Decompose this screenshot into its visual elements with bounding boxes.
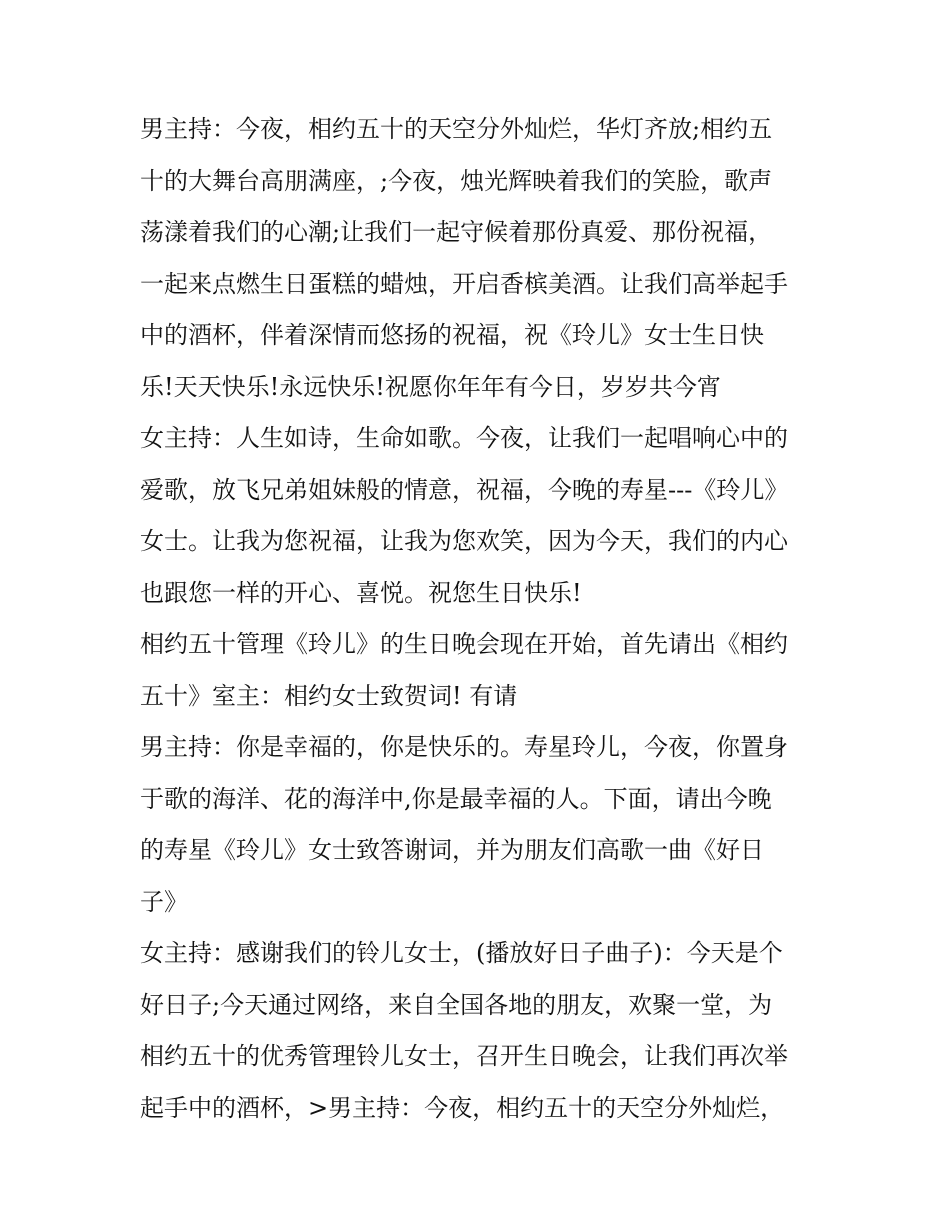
text-line: 一起来点燃生日蛋糕的蜡烛，开启香槟美酒。让我们高举起手 bbox=[140, 269, 788, 298]
text-line: 也跟您一样的开心、喜悦。祝您生日快乐! bbox=[140, 578, 582, 607]
text-line: 爱歌，放飞兄弟姐妹般的情意，祝福，今晚的寿星---《玲儿》 bbox=[140, 475, 789, 504]
text-line: 中的酒杯，伴着深情而悠扬的祝福，祝《玲儿》女士生日快 bbox=[140, 321, 764, 349]
text-line: 相约五十的优秀管理铃儿女士，召开生日晚会，让我们再次举 bbox=[140, 1042, 788, 1070]
text-line: 相约五十管理《玲儿》的生日晚会现在开始，首先请出《相约 bbox=[140, 630, 788, 658]
text-line: 的寿星《玲儿》女士致答谢词，并为朋友们高歌一曲《好日 bbox=[140, 836, 764, 864]
body-text bbox=[140, 104, 820, 1134]
text-line: 于歌的海洋、花的海洋中,你是最幸福的人。下面，请出今晚 bbox=[140, 784, 772, 813]
text-line: 女主持：感谢我们的铃儿女士，(播放好日子曲子)：今天是个 bbox=[140, 939, 783, 967]
text-line: 起手中的酒杯，>男主持：今夜，相约五十的天空分外灿烂， bbox=[140, 1093, 785, 1122]
text-line: 男主持：今夜，相约五十的天空分外灿烂，华灯齐放;相约五 bbox=[140, 115, 773, 143]
text-line: 乐!天天快乐!永远快乐!祝愿你年年有今日，岁岁共今宵 bbox=[140, 372, 721, 401]
text-line: 十的大舞台高朋满座，;今夜，烛光辉映着我们的笑脸，歌声 bbox=[140, 166, 773, 195]
text-line: 五十》室主：相约女士致贺词! 有请 bbox=[140, 681, 518, 710]
text-line: 荡漾着我们的心潮;让我们一起守候着那份真爱、那份祝福， bbox=[140, 218, 773, 246]
text-line: 女士。让我为您祝福，让我为您欢笑，因为今天，我们的内心 bbox=[140, 527, 788, 555]
text-line: 男主持：你是幸福的，你是快乐的。寿星玲儿，今夜，你置身 bbox=[140, 733, 788, 761]
text-line: 好日子;今天通过网络，来自全国各地的朋友，欢聚一堂，为 bbox=[140, 990, 773, 1019]
text-line: 女主持：人生如诗，生命如歌。今夜，让我们一起唱响心中的 bbox=[140, 424, 788, 452]
text-line: 子》 bbox=[140, 887, 188, 916]
